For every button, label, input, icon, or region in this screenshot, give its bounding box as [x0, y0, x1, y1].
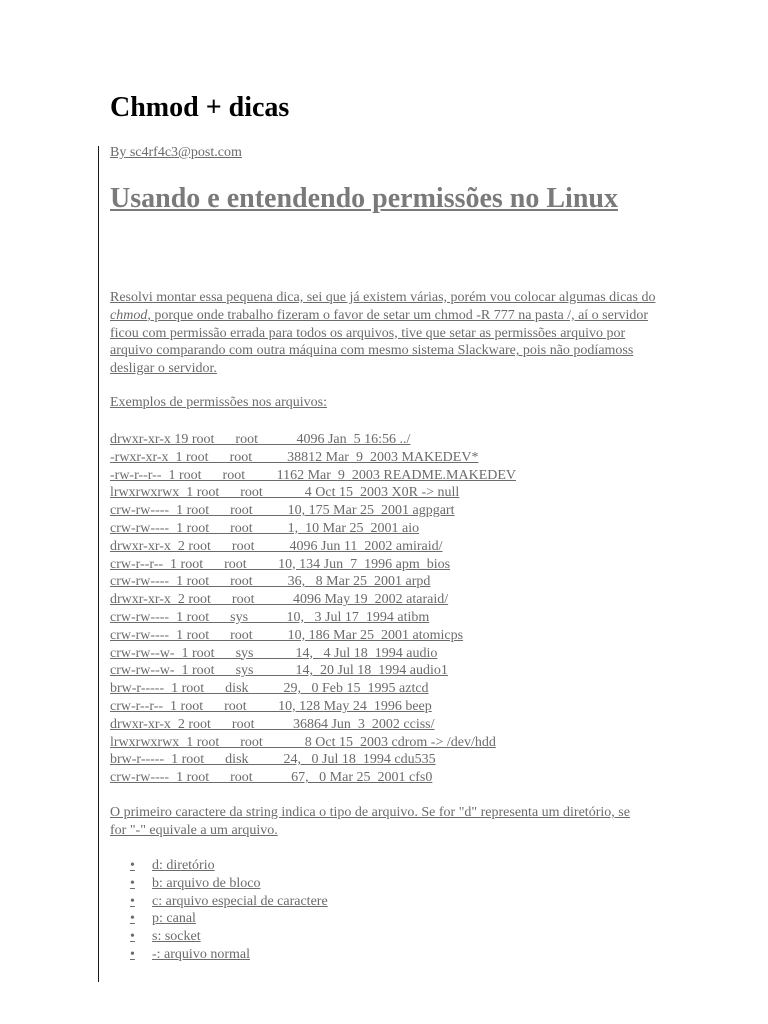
listing-row: drwxr-xr-x 2 root root 4096 May 19 2002 ataraid/: [110, 592, 449, 608]
examples-label: Exemplos de permissões nos arquivos:: [110, 395, 327, 410]
listing-row: drwxr-xr-x 2 root root 4096 Jun 11 2002 amiraid/: [110, 538, 443, 554]
listing-row: -rwxr-xr-x 1 root root 38812 Mar 9 2003 MAKEDEV*: [110, 449, 479, 465]
file-listing: [110, 431, 516, 787]
listing-row: crw-r--r-- 1 root root 10, 134 Jun 7 1996 apm_bios: [110, 556, 451, 572]
listing-row: crw-rw--w- 1 root sys 14, 4 Jul 18 1994 audio: [110, 645, 438, 661]
listing-row: lrwxrwxrwx 1 root root 8 Oct 15 2003 cdrom -> /dev/hdd: [110, 734, 496, 750]
listing-row: crw-rw---- 1 root sys 10, 3 Jul 17 1994 atibm: [110, 609, 430, 625]
listing-row: lrwxrwxrwx 1 root root 4 Oct 15 2003 X0R -> null: [110, 485, 460, 501]
intro-paragraph: [110, 289, 670, 378]
listing-row: crw-r--r-- 1 root root 10, 128 May 24 1996 beep: [110, 698, 432, 714]
listing-row: drwxr-xr-x 2 root root 36864 Jun 3 2002 cciss/: [110, 716, 435, 732]
intro-italic-term: chmod: [110, 307, 148, 323]
listing-row: -rw-r--r-- 1 root root 1162 Mar 9 2003 README.MAKEDEV: [110, 467, 517, 483]
list-item: [130, 875, 328, 893]
listing-row: crw-rw---- 1 root root 36, 8 Mar 25 2001 arpd: [110, 574, 431, 590]
file-type-list: [130, 857, 328, 964]
list-item: [130, 928, 328, 946]
listing-row: crw-rw---- 1 root root 1, 10 Mar 25 2001 aio: [110, 520, 420, 536]
listing-row: drwxr-xr-x 19 root root 4096 Jan 5 16:56 ../: [110, 432, 411, 447]
list-item: [130, 910, 328, 928]
list-item: [130, 857, 328, 875]
margin-rule: [98, 146, 99, 982]
article-heading[interactable]: Usando e entendendo permissões no Linux: [110, 183, 618, 214]
bullet-icon: •: [130, 946, 135, 962]
list-item-text: p: canal: [152, 911, 196, 927]
intro-text-2: , porque onde trabalho fizeram o favor de setar um chmod -R 777 na pasta /, aí o servidor ficou com permissão errada para todos os arquivos, tive que setar as permissões arquivo por arquivo comparando com outra máquina com mesmo sistema Slackware, pois não podíamoss desligar o servidor.: [110, 307, 649, 377]
listing-row: crw-rw---- 1 root root 10, 175 Mar 25 2001 agpgart: [110, 503, 455, 519]
document-title: Chmod + dicas: [110, 92, 290, 123]
intro-text-1: Resolvi montar essa pequena dica, sei que já existem várias, porém vou colocar algumas dicas do: [110, 290, 656, 305]
bullet-icon: •: [130, 875, 135, 891]
bullet-icon: •: [130, 911, 135, 927]
listing-row: crw-rw---- 1 root root 10, 186 Mar 25 2001 atomicps: [110, 627, 464, 643]
list-item-text: c: arquivo especial de caractere: [152, 893, 328, 909]
listing-row: brw-r----- 1 root disk 29, 0 Feb 15 1995 aztcd: [110, 681, 429, 697]
list-item-text: -: arquivo normal: [152, 946, 250, 962]
list-item-text: b: arquivo de bloco: [152, 875, 261, 891]
bullet-icon: •: [130, 893, 135, 909]
list-item: [130, 893, 328, 911]
list-item-text: d: diretório: [152, 858, 215, 873]
list-item: [130, 946, 328, 964]
listing-row: brw-r----- 1 root disk 24, 0 Jul 18 1994 cdu535: [110, 752, 436, 768]
bullet-icon: •: [130, 858, 135, 873]
listing-row: crw-rw--w- 1 root sys 14, 20 Jul 18 1994 audio1: [110, 663, 448, 679]
list-item-text: s: socket: [152, 929, 201, 945]
listing-row: crw-rw---- 1 root root 67, 0 Mar 25 2001 cfs0: [110, 770, 433, 786]
file-type-paragraph: O primeiro caractere da string indica o tipo de arquivo. Se for "d" representa um diretório, se for "-" equivale a um arquivo.: [110, 805, 630, 838]
bullet-icon: •: [130, 929, 135, 945]
author-link[interactable]: By sc4rf4c3@post.com: [110, 145, 242, 160]
